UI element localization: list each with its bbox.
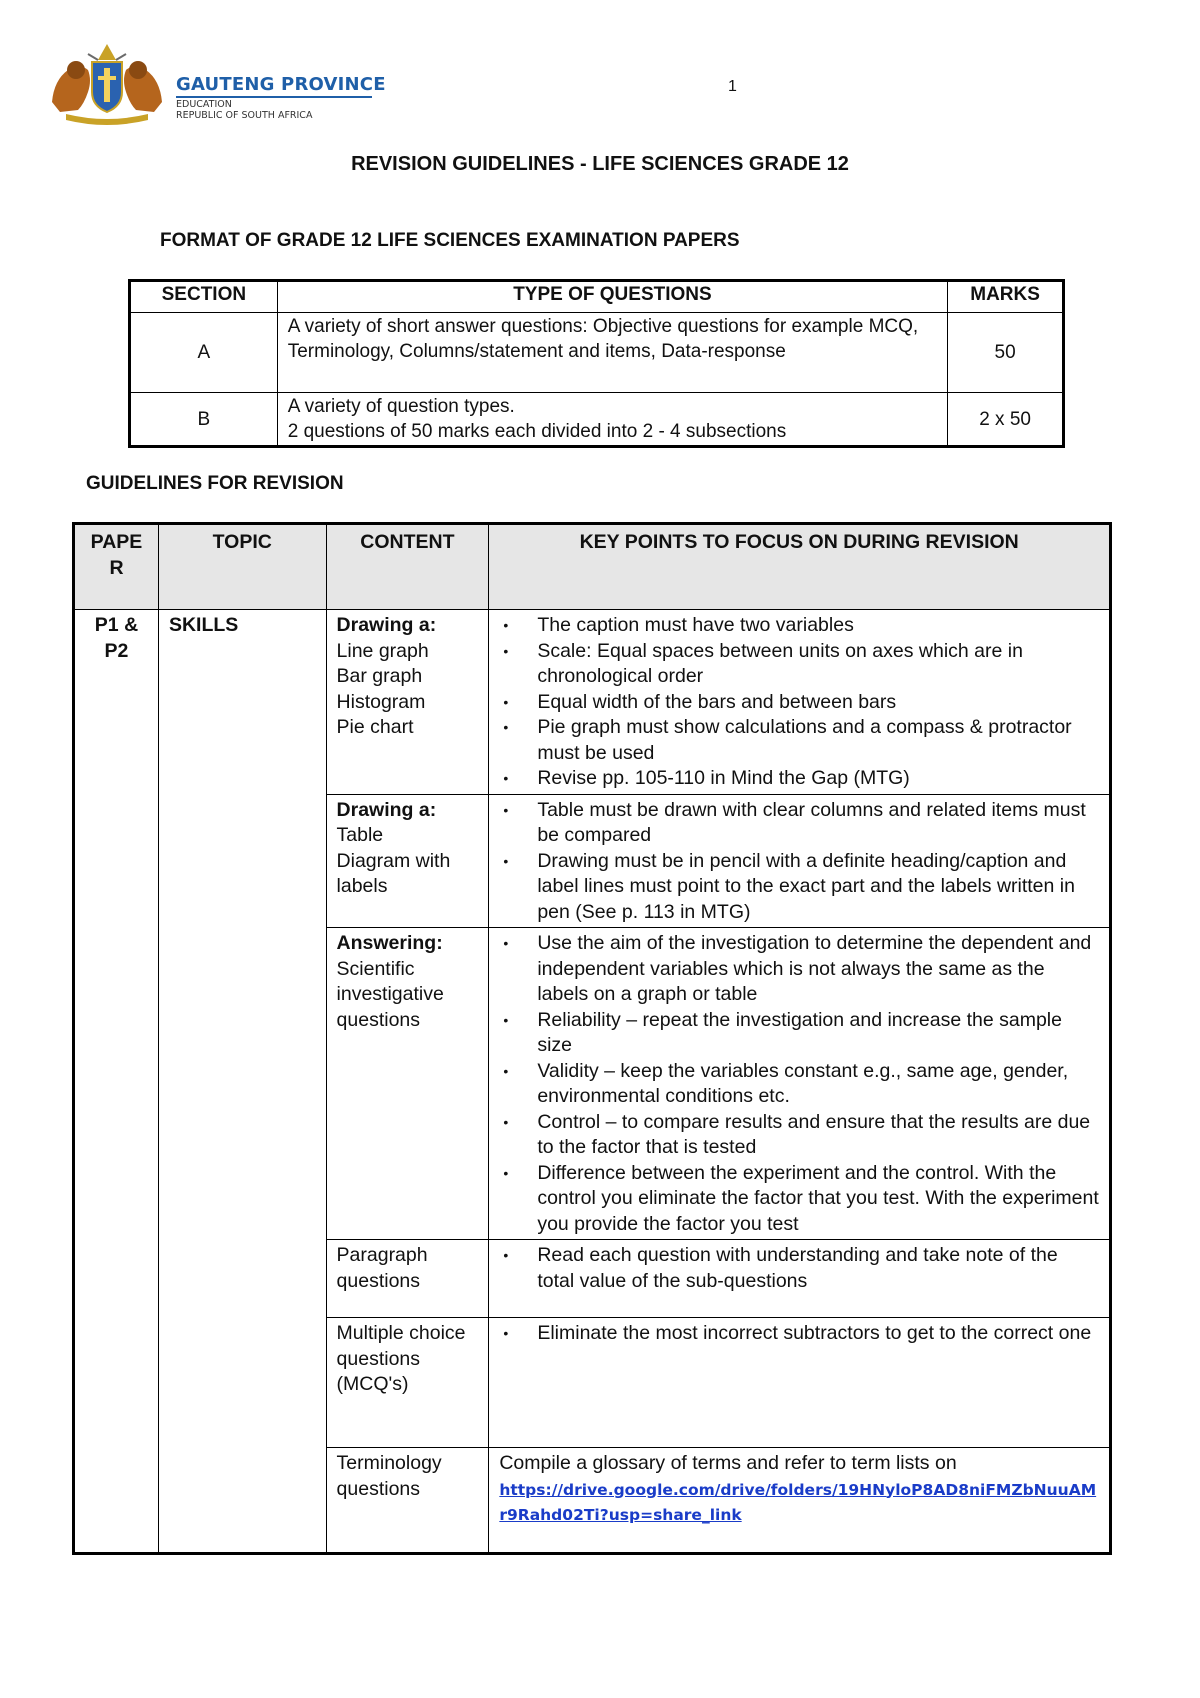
list-item-text: Equal width of the bars and between bars [537, 690, 897, 713]
list-item-text: Drawing must be in pencil with a definite heading/caption and label lines must point to the exact part and the labels written in pen (See p. 113 in MTG) [537, 849, 1075, 923]
format-table-header [130, 281, 1064, 313]
list-item-text: Revise pp. 105-110 in Mind the Gap (MTG) [537, 767, 910, 789]
content-cell [326, 928, 489, 1240]
list-item [499, 1059, 1099, 1110]
list-item [499, 690, 1099, 716]
revision-table-header [74, 524, 1111, 610]
bullet-icon: • [503, 1011, 509, 1028]
bullet-icon: • [503, 642, 509, 659]
key-points-list [499, 613, 1099, 792]
guidelines-title: GUIDELINES FOR REVISION [86, 473, 344, 494]
org-country: REPUBLIC OF SOUTH AFRICA [176, 110, 313, 121]
list-item [499, 1008, 1099, 1059]
list-item-text: Difference between the experiment and the control. With the control you eliminate the factor that you test. With the experiment you provide the factor you test [537, 1161, 1099, 1235]
content-line: Bar graph [336, 665, 423, 687]
key-points-cell [489, 610, 1111, 795]
key-points-list [499, 798, 1099, 926]
bullet-icon: • [503, 617, 509, 633]
key-points-cell [489, 794, 1111, 928]
bullet-icon: • [503, 693, 509, 710]
topic-cell: SKILLS [158, 610, 326, 1554]
content-line: Diagram with labels [336, 849, 451, 897]
list-item [499, 1110, 1099, 1161]
content-heading: Drawing a: [336, 614, 437, 636]
list-item [499, 639, 1099, 690]
list-item [499, 931, 1099, 1008]
content-cell: Multiple choice questions (MCQ's) [326, 1318, 489, 1448]
list-item-text: Scale: Equal spaces between units on axes which are in chronological order [537, 639, 1023, 687]
header-topic: TOPIC [158, 524, 326, 610]
list-item-text: Validity – keep the variables constant e.g., same age, gender, environmental conditions etc. [537, 1059, 1069, 1107]
key-points-list [499, 1243, 1099, 1294]
glossary-link[interactable]: https://drive.google.com/drive/folders/19HNyloP8AD8niFMZbNuuAMr9Rahd02Ti?usp=share_link [499, 1480, 1097, 1524]
list-item-text: Table must be drawn with clear columns and related items must be compared [537, 798, 1086, 846]
list-item [499, 1161, 1099, 1238]
type-cell [277, 393, 947, 447]
list-item-text: Pie graph must show calculations and a compass & protractor must be used [537, 716, 1072, 764]
bullet-icon: • [503, 1164, 509, 1181]
bullet-icon: • [503, 1113, 509, 1130]
content-line: Histogram [336, 690, 426, 713]
content-line: Scientific investigative questions [336, 957, 444, 1031]
org-department: EDUCATION [176, 99, 232, 110]
content-cell: Terminology questions [326, 1448, 489, 1554]
format-title: FORMAT OF GRADE 12 LIFE SCIENCES EXAMINATION PAPERS [160, 230, 740, 251]
key-points-cell [489, 928, 1111, 1240]
paper-cell: P1 & P2 [74, 610, 159, 1554]
bullet-icon: • [503, 801, 509, 818]
list-item-text: The caption must have two variables [537, 614, 854, 636]
list-item-text: Use the aim of the investigation to determine the dependent and independent variables which is not always the same as the labels on a graph or table [537, 932, 1092, 1005]
key-points-cell [489, 1318, 1111, 1448]
content-line: Pie chart [336, 716, 414, 738]
glossary-text: Compile a glossary of terms and refer to term lists on [499, 1452, 957, 1474]
section-cell: A [130, 313, 278, 393]
bullet-icon: • [503, 1247, 509, 1263]
format-table [128, 279, 1065, 448]
marks-cell: 50 [948, 313, 1064, 393]
format-row-a [130, 313, 1064, 393]
content-cell [326, 610, 489, 795]
bullet-icon: • [503, 935, 509, 951]
key-points-cell [489, 1240, 1111, 1318]
list-item-text: Control – to compare results and ensure that the results are due to the factor that is tested [537, 1110, 1091, 1158]
bullet-icon: • [503, 719, 509, 735]
bullet-icon: • [503, 1325, 509, 1341]
header-content: CONTENT [326, 524, 489, 610]
list-item [499, 1321, 1099, 1347]
list-item-text: Reliability – repeat the investigation and increase the sample size [537, 1008, 1062, 1056]
header-marks: MARKS [948, 281, 1064, 313]
list-item [499, 1243, 1099, 1294]
bullet-icon: • [503, 770, 509, 786]
revision-table [72, 522, 1112, 1555]
page-number: 1 [728, 78, 737, 95]
marks-cell: 2 x 50 [948, 393, 1064, 447]
list-item [499, 613, 1099, 639]
content-heading: Drawing a: [336, 798, 437, 821]
list-item [499, 798, 1099, 849]
org-name: GAUTENG PROVINCE [176, 74, 386, 95]
content-line: Table [336, 824, 384, 846]
key-points-list [499, 1321, 1099, 1347]
format-row-b [130, 393, 1064, 447]
list-item [499, 849, 1099, 926]
type-cell: A variety of short answer questions: Objective questions for example MCQ, Terminology, Columns/statement and items, Data-response [277, 313, 947, 393]
list-item [499, 715, 1099, 766]
list-item-text: Eliminate the most incorrect subtractors to get to the correct one [537, 1322, 1092, 1344]
bullet-icon: • [503, 852, 509, 869]
content-cell [326, 794, 489, 928]
header-paper: PAPE R [74, 524, 159, 610]
content-line: Line graph [336, 639, 429, 662]
org-underline [176, 96, 372, 98]
list-item [499, 766, 1099, 792]
section-cell: B [130, 393, 278, 447]
table-row [74, 610, 1111, 795]
header-key-points: KEY POINTS TO FOCUS ON DURING REVISION [489, 524, 1111, 610]
document-title: REVISION GUIDELINES - LIFE SCIENCES GRADE 12 [351, 153, 849, 175]
header-section: SECTION [130, 281, 278, 313]
type-line: A variety of question types. [287, 396, 515, 417]
content-cell: Paragraph questions [326, 1240, 489, 1318]
key-points-cell [489, 1448, 1111, 1554]
header-type: TYPE OF QUESTIONS [277, 281, 947, 313]
bullet-icon: • [503, 1062, 509, 1079]
type-line: 2 questions of 50 marks each divided into 2 - 4 subsections [287, 421, 787, 442]
list-item-text: Read each question with understanding and take note of the total value of the sub-questions [537, 1244, 1058, 1292]
key-points-list [499, 931, 1099, 1237]
content-heading: Answering: [336, 932, 443, 954]
